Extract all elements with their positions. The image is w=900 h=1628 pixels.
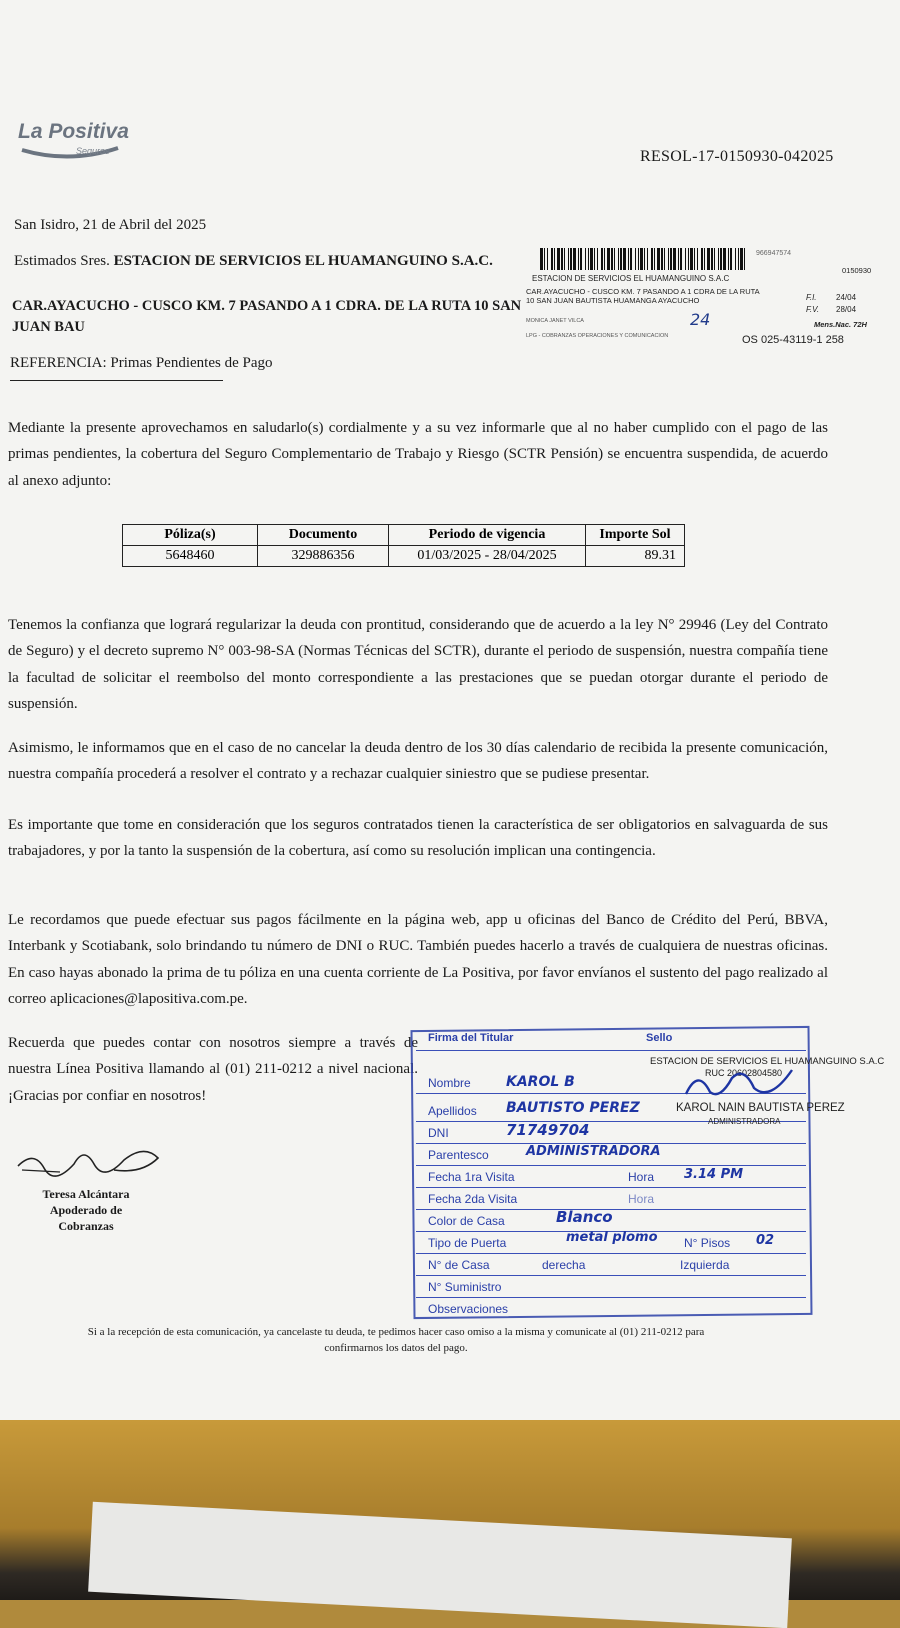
- derecha-label: derecha: [542, 1258, 586, 1272]
- pisos-label: N° Pisos: [684, 1236, 731, 1250]
- hora-value: 3.14 PM: [684, 1167, 744, 1182]
- company-stamp-text: ESTACION DE SERVICIOS EL HUAMANGUINO S.A.C: [650, 1056, 885, 1067]
- paragraph-intro: Mediante la presente aprovechamos en saludarlo(s) cordialmente y a su vez informarle que al no haber cumplido con el pago de las primas pendientes, la cobertura del Seguro Complementario de Trabajo y Riesgo (SCTR Pensión) se encuentra suspendida, de acuerdo al anexo adjunto:: [8, 420, 828, 489]
- stamp-signature-icon: [680, 1064, 800, 1104]
- stamp-sello: Sello: [646, 1032, 673, 1044]
- logo-sub: Seguros: [76, 146, 110, 156]
- fv-value: 28/04: [836, 305, 857, 314]
- mailing-label: [520, 238, 885, 356]
- field-label: Tipo de Puerta: [428, 1236, 507, 1250]
- paragraph-payment: Le recordamos que puede efectuar sus pagos fácilmente en la página web, app u oficinas del Banco de Crédito del Perú, BBVA, Interbank y Scotiabank, solo brindando tu número de DNI o RUC. También puedes hacerlo a través de cualquiera de nuestras oficinas. En caso hayas abonado la prima de tu póliza en una cuenta corriente de La Positiva, por favor envíanos el sustento del pago realizado al correo aplicaciones@lapositiva.com.pe.: [8, 912, 828, 1007]
- company-logo: [18, 120, 129, 156]
- reference-line: REFERENCIA: Primas Pendientes de Pago: [10, 355, 273, 371]
- label-dept: LPG - COBRANZAS OPERACIONES Y COMUNICACION: [526, 333, 669, 339]
- hora-label: Hora: [628, 1170, 655, 1184]
- stamp-row-observaciones: [416, 1300, 806, 1319]
- barcode-icon: [540, 248, 750, 272]
- desk-background: [0, 1420, 900, 1600]
- fi-value: 24/04: [836, 293, 857, 302]
- stamp-title: Firma del Titular: [428, 1032, 514, 1044]
- label-barcode-number: 966947574: [756, 250, 792, 257]
- period-header: Periodo de vigencia: [389, 525, 586, 546]
- field-label: DNI: [428, 1126, 449, 1140]
- label-mens: Mens.Nac. 72H: [814, 320, 867, 329]
- field-label: N° de Casa: [428, 1258, 490, 1272]
- field-label: Fecha 2da Visita: [428, 1192, 518, 1206]
- hora2-label: Hora: [628, 1192, 655, 1206]
- company-name: ESTACION DE SERVICIOS EL HUAMANGUINO S.A.C.: [113, 253, 493, 269]
- field-label: Parentesco: [428, 1148, 489, 1162]
- label-code: 0150930: [842, 266, 872, 275]
- field-label: Observaciones: [428, 1302, 509, 1316]
- document-cell: 329886356: [258, 546, 389, 567]
- document-header: Documento: [258, 525, 389, 546]
- signer-name: Teresa Alcántara: [42, 1187, 130, 1201]
- company-stamp-ruc: RUC 20602804580: [705, 1068, 783, 1078]
- fi-label: F.I.: [806, 293, 817, 302]
- field-value: Blanco: [556, 1208, 613, 1226]
- amount-header: Importe Sol: [586, 525, 685, 546]
- policy-header: Póliza(s): [123, 525, 258, 546]
- field-label: Fecha 1ra Visita: [428, 1170, 515, 1184]
- stamp-signer-name: KAROL NAIN BAUTISTA PEREZ: [676, 1102, 845, 1114]
- field-label: Nombre: [428, 1076, 471, 1090]
- footer-note: Si a la recepción de esta comunicación, ya cancelaste tu deuda, te pedimos hacer caso omiso a la misma y comunicate al (01) 211-0212 para confirmarnos los datos del pago.: [87, 1326, 705, 1354]
- reference-code: RESOL-17-0150930-042025: [640, 148, 834, 165]
- stamp-row-visita1: [416, 1168, 806, 1188]
- paragraph-deadline: Asimismo, le informamos que en el caso de no cancelar la deuda dentro de los 30 días calendario de recibida la presente comunicación, nuestra compañía procederá a resolver el contrato y a rechazar cualquier siniestro que se pudiese presentar.: [8, 740, 828, 783]
- fv-label: F.V.: [806, 305, 820, 314]
- stamp-row-parentesco: [416, 1146, 806, 1166]
- signer-role: Apoderado de Cobranzas: [49, 1203, 123, 1234]
- field-label: N° Suministro: [428, 1280, 502, 1294]
- company-address: CAR.AYACUCHO - CUSCO KM. 7 PASANDO A 1 CDRA. DE LA RUTA 10 SAN JUAN BAU: [12, 298, 522, 336]
- stamp-row-casa: [416, 1256, 806, 1276]
- stamp-row-color: [416, 1208, 806, 1232]
- label-address: CAR.AYACUCHO - CUSCO KM. 7 PASANDO A 1 CDRA DE LA RUTA 10 SAN JUAN BAUTISTA HUAMANGA AYACUCHO: [526, 287, 760, 305]
- underlying-sheet: [88, 1502, 792, 1628]
- greeting: [14, 248, 493, 274]
- stamp-row-visita2: [416, 1190, 806, 1210]
- field-value: KAROL B: [506, 1074, 575, 1090]
- table-row: [123, 546, 685, 567]
- label-contact: MONICA JANET VILCA: [526, 318, 584, 324]
- paragraph-law: Tenemos la confianza que logrará regularizar la deuda con prontitud, considerando que de acuerdo a la ley N° 29946 (Ley del Contrato de Seguro) y el decreto supremo N° 003-98-SA (Normas Técnicas del SCTR), durante el periodo de suspensión, nuestra compañía tiene la facultad de solicitar el reembolso del monto correspondiente a las prestaciones que se puedan otorgar durante el periodo de suspensión.: [8, 617, 828, 712]
- policy-cell: 5648460: [123, 546, 258, 567]
- period-cell: 01/03/2025 - 28/04/2025: [389, 546, 586, 567]
- field-value: BAUTISTO PEREZ: [506, 1100, 640, 1116]
- greeting-prefix: Estimados Sres.: [14, 253, 110, 269]
- field-value: metal plomo: [566, 1230, 658, 1245]
- reference-underline: [10, 380, 223, 381]
- letter-date: San Isidro, 21 de Abril del 2025: [14, 217, 207, 233]
- stamp-signer-role: ADMINISTRADORA: [708, 1117, 781, 1126]
- paragraph-contact: Recuerda que puedes contar con nosotros siempre a través de nuestra Línea Positiva llamando al (01) 211-0212 a nivel nacional. ¡Gracias por confiar en nosotros!: [8, 1035, 418, 1104]
- amount-cell: 89.31: [586, 546, 685, 567]
- paragraph-importance: Es importante que tome en consideración que los seguros contratados tienen la característica de ser obligatorios en salvaguarda de sus trabajadores, y por la tanto la suspensión de la cobertura, así como su resolución implican una contingencia.: [8, 817, 828, 860]
- signature-icon: [14, 1140, 164, 1190]
- label-company: ESTACION DE SERVICIOS EL HUAMANGUINO S.A.C: [532, 274, 730, 283]
- izquierda-label: Izquierda: [680, 1258, 730, 1272]
- field-label: Apellidos: [428, 1104, 477, 1118]
- label-os: OS 025-43119-1 258: [742, 334, 844, 346]
- field-value: ADMINISTRADORA: [526, 1144, 661, 1159]
- signer-block: [26, 1186, 146, 1235]
- field-label: Color de Casa: [428, 1214, 505, 1228]
- label-dates: [806, 292, 856, 316]
- stamp-row-suministro: [416, 1278, 806, 1298]
- stamp-title-row: [416, 1030, 806, 1051]
- policy-table: [122, 524, 685, 567]
- pisos-value: 02: [756, 1233, 775, 1248]
- label-handwritten-note: 24: [690, 310, 711, 329]
- policy-table-header: [123, 525, 685, 546]
- field-value: 71749704: [506, 1121, 590, 1139]
- stamp-row-puerta: [416, 1230, 806, 1254]
- logo-name: La Positiva: [18, 120, 129, 143]
